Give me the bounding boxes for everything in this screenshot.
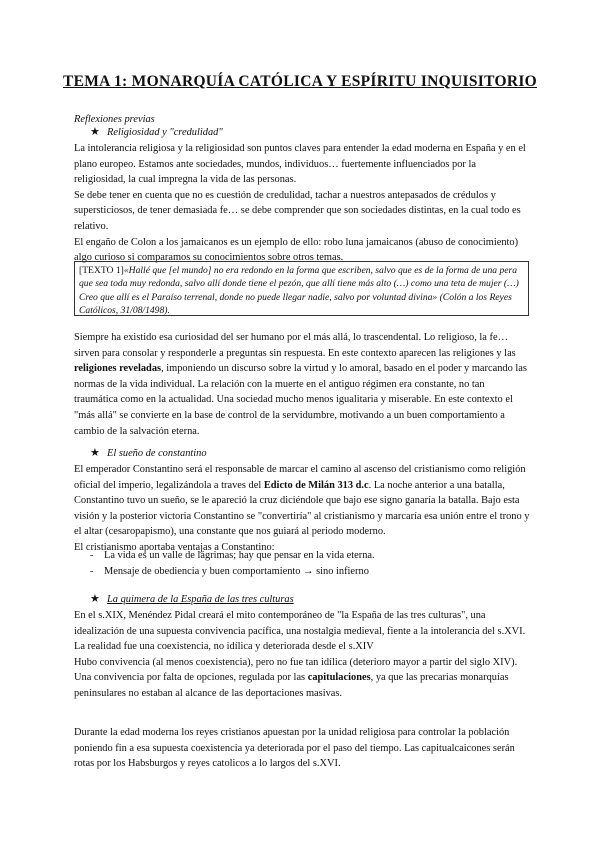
list-item: - Mensaje de obediencia y buen comportamiento → sino infierno bbox=[90, 565, 369, 577]
paragraph: Siempre ha existido esa curiosidad del ser humano por el más allá, lo trascendental. Lo religioso, la fe… sirven para consolar y responderle a preguntas sin respuesta. En este contexto aparecen las religiones y las religiones reveladas, imponiendo un discurso sobre la virtud y lo amoral, basado en el poder y marcando las normas de la vida individual. La relación con la muerte en el antiguo régimen era constante, no tan traumática como en la actualidad. Una sociedad mucho menos igualitaria y miserable. En este contexto el "más allá" se convierte en la base de control de la servidumbre, motivando a un buen comportamiento a cambio de la salvación eterna. bbox=[74, 332, 527, 437]
quote-text: «Hallé que [el mundo] no era redondo en la forma que escriben, salvo que es de la forma de una pera que sea toda muy redonda, salvo allí donde tiene el pezón, que allí tiene más alto (…) como una teta de mujer (…) Creo que allí es el Paraíso terrenal, donde no puede llegar nadie, salvo por voluntad divina» (Colón a los Reyes Católicos, 31/08/1498). bbox=[79, 265, 519, 316]
section1-body bbox=[74, 141, 530, 266]
advantages-list bbox=[74, 548, 530, 579]
list-item: - La vida es un valle de lágrimas; hay que pensar en la vida eterna. bbox=[90, 550, 375, 561]
section1-paragraph-religiones bbox=[74, 330, 530, 439]
paragraph: Durante la edad moderna los reyes cristianos apuestan por la unidad religiosa para controlar la población poniendo fin a esa supuesta coexistencia ya deteriorada por el paso del tiempo. Las capitualcaicones serán rotas por los Habsburgos y reyes catolicos a lo largos del s.XVI. bbox=[74, 727, 515, 770]
paragraph: Hubo convivencia (al menos coexistencia), pero no fue tan idílica (deterioro mayor a partir del siglo XIV). Una convivencia por falta de opciones, regulada por las capitulaciones, ya que las precarias monarquías peninsulares no estaban al alcance de las deportaciones masivas. bbox=[74, 656, 518, 699]
bold-term: Edicto de Milán 313 d.c bbox=[263, 479, 369, 491]
quote-box bbox=[74, 261, 529, 316]
paragraph: El cristianismo aportaba ventajas a Constantino: bbox=[74, 541, 275, 553]
section3-closing-paragraph bbox=[74, 725, 530, 772]
section3-body bbox=[74, 608, 530, 702]
paragraph: Se debe tener en cuenta que no es cuestión de credulidad, tachar a nuestros antepasados de crédulos y supersticiosos, de tener demasiada fe… se debe comprender que son sociedades distintas, en la cual todo es relativo. bbox=[74, 189, 521, 232]
subsection-heading-tres-culturas: ★ La quimera de la España de las tres culturas bbox=[90, 593, 294, 605]
bold-term: capitulaciones bbox=[307, 672, 371, 684]
star-bullet-icon: ★ bbox=[90, 126, 100, 138]
star-bullet-icon: ★ bbox=[90, 593, 100, 605]
section2-body bbox=[74, 462, 530, 556]
paragraph: El emperador Constantino será el responsable de marcar el camino al ascenso del cristianismo como religión oficial del imperio, legalizándola a traves del Edicto de Milán 313 d.c. La noche anterior a una batalla, Constantino tuvo un sueño, se le apareció la cruz diciéndole que bajo ese signo ganaría la batalla. Bajo esta visión y la posterior victoria Constantino se "convertiría" al cristianismo y marcaría esa unión entre el trono y el altar (cesaropapismo), una constante que nos guiará al periodo moderno. bbox=[74, 464, 530, 538]
subsection-heading-constantino: ★ El sueño de constantino bbox=[90, 447, 207, 459]
document-title: TEMA 1: MONARQUÍA CATÓLICA Y ESPÍRITU INQUISITORIO bbox=[62, 73, 538, 90]
subsection-heading-religiosidad: ★ Religiosidad y "credulidad" bbox=[90, 126, 223, 138]
bold-term: religiones reveladas bbox=[74, 363, 162, 375]
paragraph: En el s.XIX, Menéndez Pidal creará el mito contemporáneo de "la España de las tres culturas", una idealización de una supuesta convivencia pacífica, una nostalgia medieval, fiente a la intolerancia del s.XVI. La realidad fue una coexistencia, no idílica y deteriorada desde el s.XIV bbox=[74, 610, 526, 653]
star-bullet-icon: ★ bbox=[90, 447, 100, 459]
paragraph: La intolerancia religiosa y la religiosidad son puntos claves para entender la edad moderna en España y en el plano europeo. Estamos ante sociedades, mundos, individuos… fuertemente influenciados por la religiosidad, la cual impregna la vida de las personas. bbox=[74, 143, 526, 186]
section-heading: Reflexiones previas bbox=[74, 114, 155, 125]
quote-label: [TEXTO 1] bbox=[79, 265, 124, 276]
paragraph: El engaño de Colon a los jamaicanos es un ejemplo de ello: robo luna jamaicanos (abuso de conocimiento) algo curioso si comparamos su conocimientos sobre otros temas. bbox=[74, 236, 519, 264]
